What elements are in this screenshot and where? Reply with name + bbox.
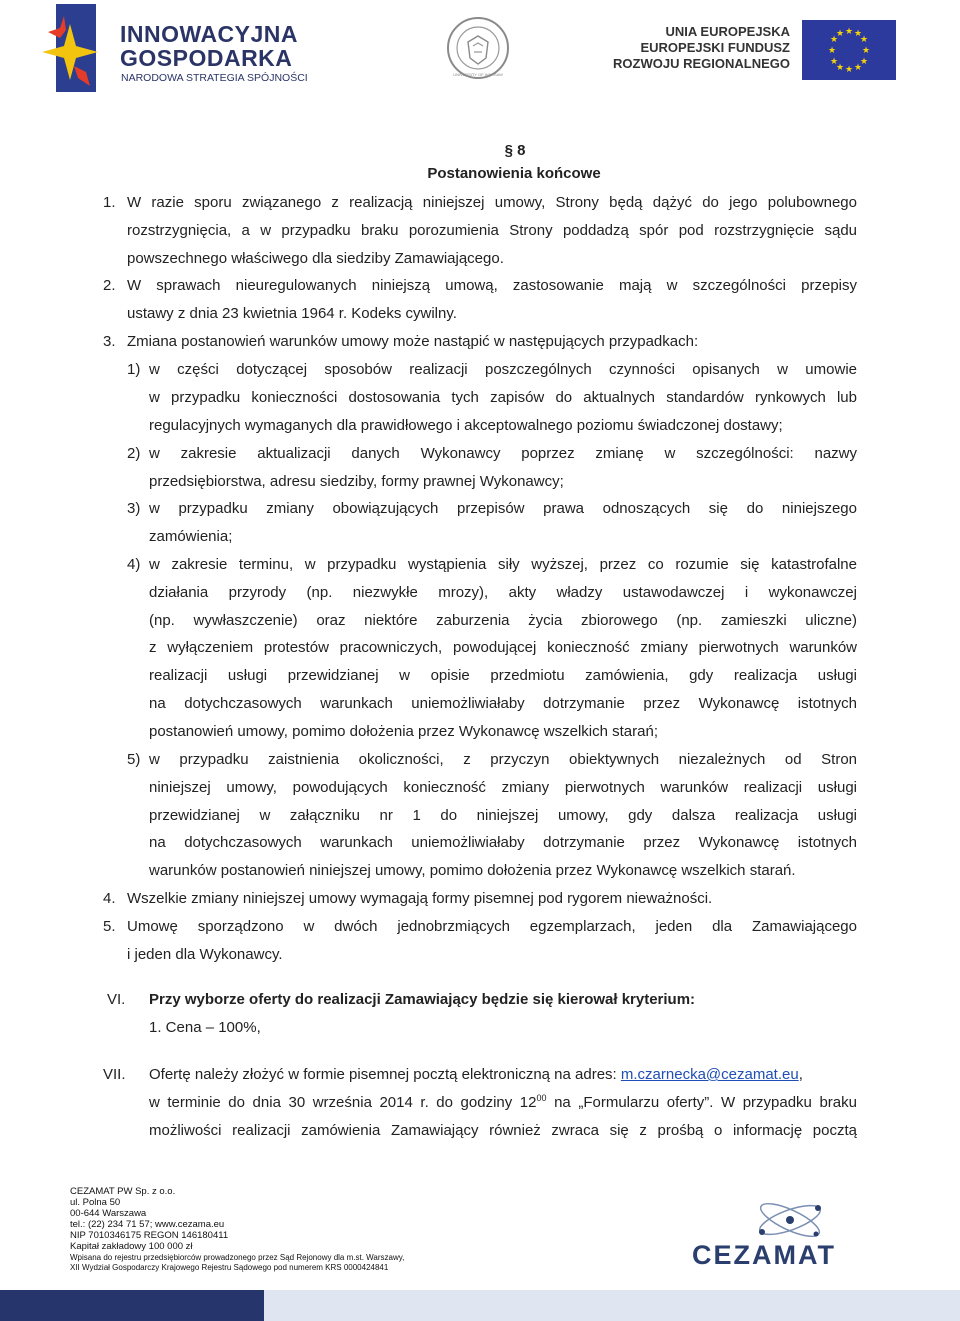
item-number: 2.: [103, 277, 116, 294]
svg-text:★: ★: [859, 57, 869, 67]
section-vi-title: Przy wyborze oferty do realizacji Zamawiający będzie się kierował kryterium:: [149, 991, 696, 1008]
footer-line: 00-644 Warszawa: [70, 1208, 147, 1219]
svg-text:★: ★: [827, 46, 837, 56]
section-vii-line3: możliwości realizacji zamówienia Zamawiający również zwraca się z prośbą o informację pocztą: [149, 1122, 857, 1139]
section-vii-line1: [149, 1061, 857, 1089]
subitem-number: 5): [127, 751, 141, 768]
footer-line: Kapitał zakładowy 100 000 zł: [70, 1241, 193, 1252]
subitem-1-line: regulacyjnych wymaganych dla prawidłowego i akceptowalnego poziomu świadczonej dostawy;: [149, 417, 783, 434]
subitem-number: 2): [127, 445, 141, 462]
subitem-number: 4): [127, 556, 141, 573]
item-number: 1.: [103, 194, 116, 211]
logo-left-line2: GOSPODARKA: [120, 45, 293, 71]
item-1-line: rozstrzygnięcia, a w przypadku braku porozumienia Strony poddadzą spór pod rozstrzygnięcie sądu: [127, 222, 857, 239]
subitem-5-line: niniejszej umowy, powodujących konieczność zmiany pierwotnych warunków realizacji usługi: [149, 779, 857, 796]
svg-text:★: ★: [835, 29, 845, 39]
cezamat-logo: CEZAMAT: [692, 1240, 836, 1270]
item-3-intro: Zmiana postanowień warunków umowy może nastąpić w następujących przypadkach:: [127, 333, 699, 350]
subitem-number: 1): [127, 361, 141, 378]
subitem-3-line: w przypadku zmiany obowiązujących przepisów prawa odnoszących się do niniejszego: [149, 500, 857, 517]
item-2-line: ustawy z dnia 23 kwietnia 1964 r. Kodeks cywilny.: [127, 305, 457, 322]
section-vii-number: VII.: [103, 1066, 126, 1083]
section-vii-line2: [149, 1089, 857, 1117]
item-4-line: Wszelkie zmiany niniejszej umowy wymagają formy pisemnej pod rygorem nieważności.: [127, 890, 713, 907]
subitem-number: 3): [127, 500, 141, 517]
footer-line: XII Wydział Gospodarczy Krajowego Rejestru Sądowego pod numerem KRS 0000424841: [70, 1263, 389, 1272]
subitem-4-line: postanowień umowy, pomimo dołożenia przez Wykonawcę wszelkich starań;: [149, 723, 658, 740]
subitem-4-line: w zakresie terminu, w przypadku wystąpienia siły wyższej, przez co rozumie się katastrofalne: [149, 556, 857, 573]
section-vii-text: na „Formularzu oferty”. W przypadku braku: [546, 1094, 857, 1111]
university-seal: [446, 16, 510, 80]
section-vii-text: Ofertę należy złożyć w formie pisemnej pocztą elektroniczną na adres:: [149, 1066, 621, 1083]
subitem-1-line: w części dotyczącej sposobów realizacji poszczególnych czynności opisanych w umowie: [149, 361, 857, 378]
section-vii-text: w terminie do dnia 30 września 2014 r. do godziny 12: [149, 1094, 537, 1111]
item-number: 3.: [103, 333, 116, 350]
footer-strip-dark: [0, 1290, 264, 1321]
subitem-5-line: przewidzianej w załączniku nr 1 do niniejszej umowy, gdy dalsza realizacja usługi: [149, 807, 857, 824]
footer-line: NIP 7010346175 REGON 146180411: [70, 1230, 229, 1241]
logo-left-line1: INNOWACYJNA: [120, 21, 299, 47]
subitem-5-line: na dotychczasowych warunkach uniemożliwiałaby dotrzymanie przez Wykonawcę istotnych: [149, 834, 857, 851]
logo-left-line3: NARODOWA STRATEGIA SPÓJNOŚCI: [121, 72, 308, 84]
section-vi-number: VI.: [107, 991, 126, 1008]
logo-right-line2: EUROPEJSKI FUNDUSZ: [640, 40, 790, 55]
subitem-2-line: w zakresie aktualizacji danych Wykonawcy poprzez zmianę w szczególności: nazwy: [149, 445, 857, 462]
item-5-line: Umowę sporządzono w dwóch jednobrzmiących egzemplarzach, jeden dla Zamawiającego: [127, 918, 857, 935]
subitem-2-line: przedsiębiorstwa, adresu siedziby, formy prawnej Wykonawcy;: [149, 473, 564, 490]
footer-line: CEZAMAT PW Sp. z o.o.: [70, 1186, 176, 1197]
hour-superscript: 00: [536, 1093, 547, 1103]
svg-text:★: ★: [861, 46, 871, 56]
footer-line: ul. Polna 50: [70, 1197, 121, 1208]
logo-right-line3: ROZWOJU REGIONALNEGO: [613, 56, 790, 71]
innowacyjna-gospodarka-emblem: [38, 2, 100, 94]
subitem-4-line: (np. wywłaszczenie) oraz niektóre zaburzenia życia zbiorowego (np. zamieszki uliczne): [149, 612, 857, 629]
subitem-5-line: w przypadku zaistnienia okoliczności, z przyczyn obiektywnych niezależnych od Stron: [149, 751, 857, 768]
footer-line: tel.: (22) 234 71 57; www.cezama.eu: [70, 1219, 225, 1230]
subitem-4-line: działania przyrody (np. niezwykłe mrozy), akty władzy ustawodawczej i wykonawczej: [149, 584, 857, 601]
section-vii-text: ,: [798, 1066, 803, 1083]
svg-text:★: ★: [844, 65, 854, 75]
eu-flag-icon: [802, 20, 896, 80]
section-title: Postanowienia końcowe: [427, 165, 601, 182]
seal-text: UNIVERSITY OF WARSAW: [453, 72, 503, 77]
item-number: 5.: [103, 918, 116, 935]
svg-text:★: ★: [844, 27, 854, 37]
section-vi-item: 1. Cena – 100%,: [149, 1019, 261, 1036]
section-symbol: § 8: [504, 142, 526, 159]
subitem-4-line: realizacji usługi przewidzianej w opisie przedmiotu zamówienia, gdy realizacja usługi: [149, 667, 857, 684]
footer-strip: [0, 1290, 960, 1321]
subitem-4-line: z wyłączeniem protestów pracowniczych, powodującej konieczność zmiany pierwotnych warunków: [149, 639, 857, 656]
email-link[interactable]: m.czarnecka@cezamat.eu: [620, 1066, 799, 1083]
svg-text:★: ★: [829, 57, 839, 67]
subitem-3-line: zamówienia;: [149, 528, 233, 545]
item-1-line: W razie sporu związanego z realizacją niniejszej umowy, Strony będą dążyć do jego polubownego: [127, 194, 857, 211]
item-2-line: W sprawach nieuregulowanych niniejszą umową, zastosowanie mają w szczególności przepisy: [127, 277, 857, 294]
subitem-5-line: warunków postanowień niniejszej umowy, pomimo dołożenia przez Wykonawcę wszelkich starań.: [149, 862, 796, 879]
subitem-4-line: na dotychczasowych warunkach uniemożliwiałaby dotrzymanie przez Wykonawcę istotnych: [149, 695, 857, 712]
item-5-line: i jeden dla Wykonawcy.: [127, 946, 283, 963]
logo-right-line1: UNIA EUROPEJSKA: [665, 24, 790, 39]
footer-strip-light: [264, 1290, 960, 1321]
svg-text:★: ★: [859, 35, 869, 45]
subitem-1-line: w przypadku konieczności dostosowania tych zapisów do aktualnych standardów rynkowych lub: [149, 389, 857, 406]
svg-text:★: ★: [835, 63, 845, 73]
item-number: 4.: [103, 890, 116, 907]
svg-text:★: ★: [853, 29, 863, 39]
item-1-line: powszechnego właściwego dla siedziby Zamawiającego.: [127, 250, 504, 267]
svg-text:★: ★: [829, 35, 839, 45]
footer-line: Wpisana do rejestru przedsiębiorców prowadzonego przez Sąd Rejonowy dla m.st. Warszawy,: [70, 1253, 405, 1262]
svg-text:★: ★: [853, 63, 863, 73]
